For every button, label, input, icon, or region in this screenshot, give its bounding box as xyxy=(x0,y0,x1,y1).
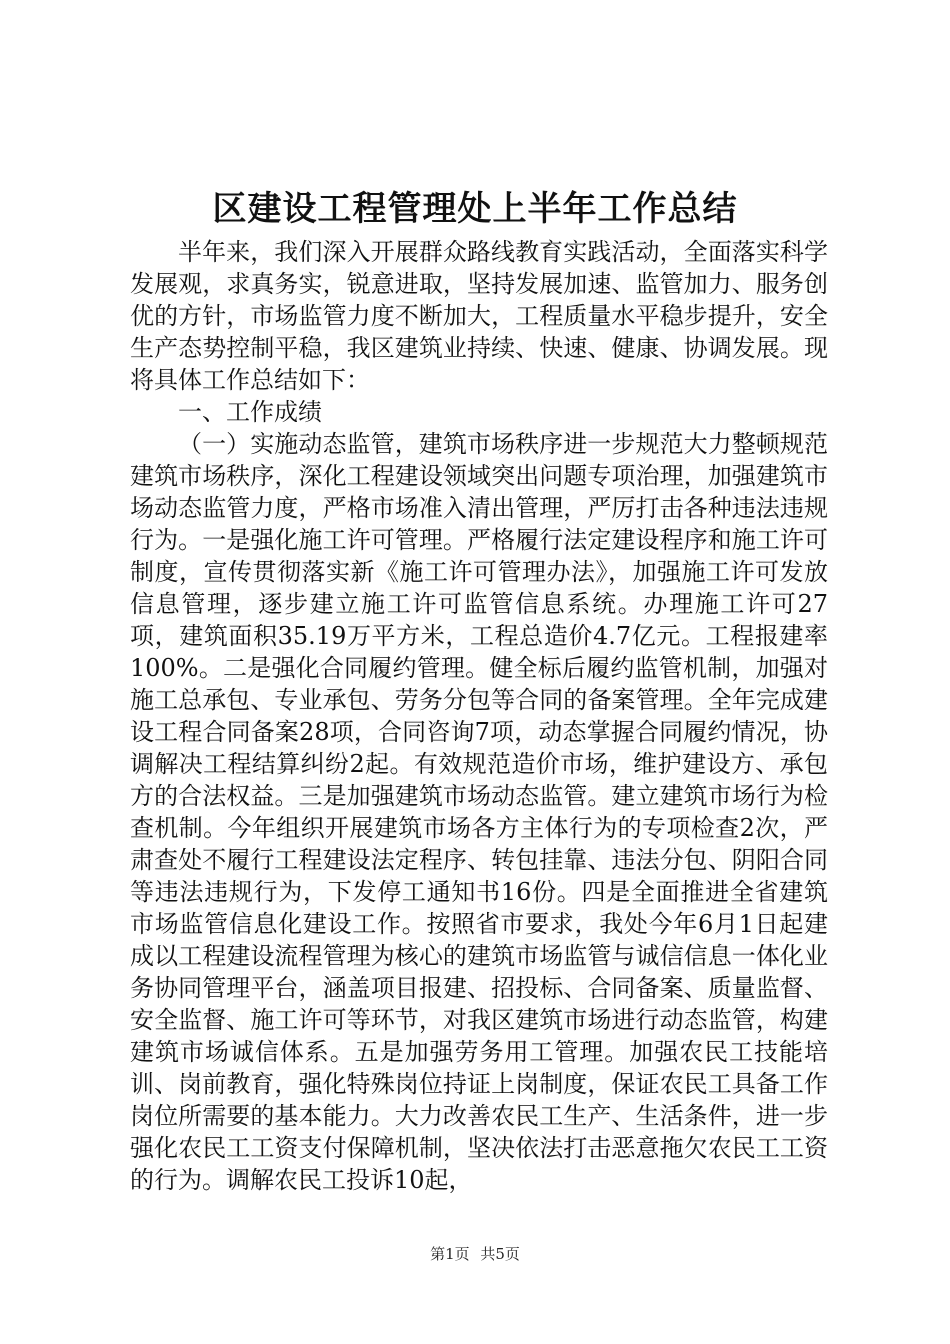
page-total: 共5页 xyxy=(480,1245,520,1263)
page-footer xyxy=(0,1242,950,1266)
document-body xyxy=(130,236,828,1196)
intro-paragraph: 半年来，我们深入开展群众路线教育实践活动，全面落实科学发展观，求真务实，锐意进取，坚持发展加速、监管加力、服务创优的方针，市场监管力度不断加大，工程质量水平稳步提升，安全生产态势控制平稳，我区建筑业持续、快速、健康、协调发展。现将具体工作总结如下： xyxy=(130,238,828,394)
section-heading: 一、工作成绩 xyxy=(178,398,322,426)
document-title: 区建设工程管理处上半年工作总结 xyxy=(212,189,738,229)
body-paragraph: （一）实施动态监管，建筑市场秩序进一步规范大力整顿规范建筑市场秩序，深化工程建设领域突出问题专项治理，加强建筑市场动态监管力度，严格市场准入清出管理，严厉打击各种违法违规行为。一是强化施工许可管理。严格履行法定建设程序和施工许可制度，宣传贯彻落实新《施工许可管理办法》，加强施工许可发放信息管理，逐步建立施工许可监管信息系统。办理施工许可27项，建筑面积35.19万平方米，工程总造价4.7亿元。工程报建率100%。二是强化合同履约管理。健全标后履约监管机制，加强对施工总承包、专业承包、劳务分包等合同的备案管理。全年完成建设工程合同备案28项，合同咨询7项，动态掌握合同履约情况，协调解决工程结算纠纷2起。有效规范造价市场，维护建设方、承包方的合法权益。三是加强建筑市场动态监管。建立建筑市场行为检查机制。今年组织开展建筑市场各方主体行为的专项检查2次，严肃查处不履行工程建设法定程序、转包挂靠、违法分包、阴阳合同等违法违规行为，下发停工通知书16份。四是全面推进全省建筑市场监管信息化建设工作。按照省市要求，我处今年6月1日起建成以工程建设流程管理为核心的建筑市场监管与诚信信息一体化业务协同管理平台，涵盖项目报建、招投标、合同备案、质量监督、安全监督、施工许可等环节，对我区建筑市场进行动态监管，构建建筑市场诚信体系。五是加强劳务用工管理。加强农民工技能培训、岗前教育，强化特殊岗位持证上岗制度，保证农民工具备工作岗位所需要的基本能力。大力改善农民工生产、生活条件，进一步强化农民工工资支付保障机制，坚决依法打击恶意拖欠农民工工资的行为。调解农民工投诉10起， xyxy=(130,430,828,1194)
page-number: 第1页 xyxy=(430,1245,470,1263)
